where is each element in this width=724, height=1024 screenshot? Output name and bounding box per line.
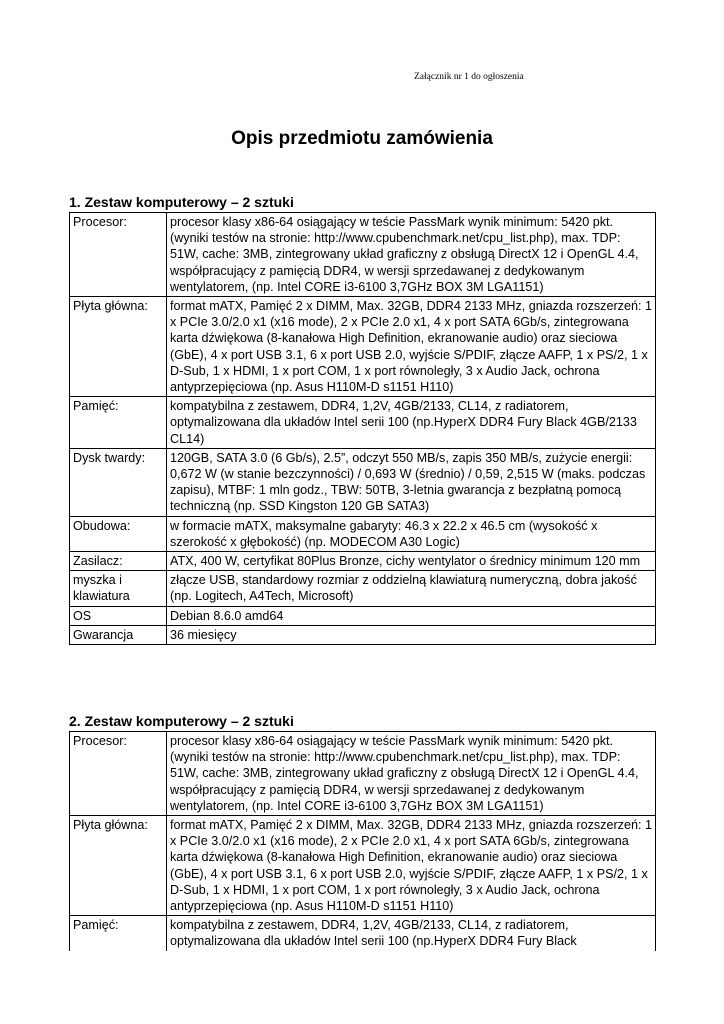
row-label: Zasilacz: <box>70 552 167 571</box>
table-row <box>70 397 656 449</box>
row-value: Debian 8.6.0 amd64 <box>167 606 656 625</box>
row-value: 120GB, SATA 3.0 (6 Gb/s), 2.5”, odczyt 550 MB/s, zapis 350 MB/s, zużycie energii: 0,672 W (w stanie bezczynności) / 0,693 W (średnio) / 0,59, 2,515 W (maks. podczas zapisu), MTBF: 1 mln godz., TBW: 50TB, 3-letnia gwarancja z bezpłatną pomocą techniczną (np. SSD Kingston 120 GB SATA3) <box>167 448 656 516</box>
row-value: procesor klasy x86-64 osiągający w teście PassMark wynik minimum: 5420 pkt. (wyniki testów na stronie: http://www.cpubenchmark.net/cpu_list.php), max. TDP: 51W, cache: 3MB, zintegrowany układ graficzny z obsługą DirectX 12 i OpenGL 4.4, współpracujący z pamięcią DDR4, w wersji sprzedawanej z dedykowanym wentylatorem, (np. Intel CORE i3-6100 3,7GHz BOX 3M LGA1151) <box>167 213 656 297</box>
row-label: Pamięć: <box>70 397 167 449</box>
row-label: Obudowa: <box>70 516 167 551</box>
table-row <box>70 625 656 644</box>
row-value: w formacie mATX, maksymalne gabaryty: 46.3 x 22.2 x 46.5 cm (wysokość x szerokość x głębokość) (np. MODECOM A30 Logic) <box>167 516 656 551</box>
page-title: Opis przedmiotu zamówienia <box>231 128 493 149</box>
section-2 <box>69 712 657 951</box>
table-row <box>70 516 656 551</box>
row-label: Gwarancja <box>70 625 167 644</box>
row-label: Pamięć: <box>70 916 167 951</box>
section-heading-text: . Zestaw komputerowy – 2 sztuki <box>76 713 294 729</box>
table-row <box>70 606 656 625</box>
row-label: myszka i klawiatura <box>70 571 167 606</box>
row-label: Płyta główna: <box>70 816 167 916</box>
table-row <box>70 916 656 951</box>
section-number: 2 <box>69 713 77 729</box>
row-value: format mATX, Pamięć 2 x DIMM, Max. 32GB, DDR4 2133 MHz, gniazda rozszerzeń: 1 x PCIe 3.0/2.0 x1 (x16 mode), 2 x PCIe 2.0 x1, 4 x port SATA 6Gb/s, zintegrowana karta dźwiękowa (8-kanałowa High Definition, ekranowanie audio) oraz sieciowa (GbE), 4 x port USB 3.1, 6 x port USB 2.0, wyjście S/PDIF, złącze AAFP, 1 x PS/2, 1 x D-Sub, 1 x HDMI, 1 x port COM, 1 x port równoległy, 3 x Audio Jack, ochrona antyprzepięciowa (np. Asus H110M-D s1151 H110) <box>167 816 656 916</box>
row-label: Dysk twardy: <box>70 448 167 516</box>
row-label: Procesor: <box>70 213 167 297</box>
spec-table <box>69 731 656 951</box>
row-label: OS <box>70 606 167 625</box>
section-heading <box>69 712 657 730</box>
table-row <box>70 213 656 297</box>
table-row <box>70 552 656 571</box>
table-row <box>70 571 656 606</box>
row-label: Płyta główna: <box>70 297 167 397</box>
table-row <box>70 297 656 397</box>
table-row <box>70 448 656 516</box>
table-row <box>70 732 656 816</box>
row-value: format mATX, Pamięć 2 x DIMM, Max. 32GB, DDR4 2133 MHz, gniazda rozszerzeń: 1 x PCIe 3.0/2.0 x1 (x16 mode), 2 x PCIe 2.0 x1, 4 x port SATA 6Gb/s, zintegrowana karta dźwiękowa (8-kanałowa High Definition, ekranowanie audio) oraz sieciowa (GbE), 4 x port USB 3.1, 6 x port USB 2.0, wyjście S/PDIF, złącze AAFP, 1 x PS/2, 1 x D-Sub, 1 x HDMI, 1 x port COM, 1 x port równoległy, 3 x Audio Jack, ochrona antyprzepięciowa (np. Asus H110M-D s1151 H110) <box>167 297 656 397</box>
row-value: kompatybilna z zestawem, DDR4, 1,2V, 4GB/2133, CL14, z radiatorem, optymalizowana dla układów Intel serii 100 (np.HyperX DDR4 Fury Black <box>167 916 656 951</box>
annex-note: Załącznik nr 1 do ogłoszenia <box>414 72 524 82</box>
row-value: 36 miesięcy <box>167 625 656 644</box>
spec-table <box>69 212 656 645</box>
section-number: 1 <box>69 194 77 210</box>
row-value: procesor klasy x86-64 osiągający w teście PassMark wynik minimum: 5420 pkt. (wyniki testów na stronie: http://www.cpubenchmark.net/cpu_list.php), max. TDP: 51W, cache: 3MB, zintegrowany układ graficzny z obsługą DirectX 12 i OpenGL 4.4, współpracujący z pamięcią DDR4, w wersji sprzedawanej z dedykowanym wentylatorem, (np. Intel CORE i3-6100 3,7GHz BOX 3M LGA1151) <box>167 732 656 816</box>
section-heading <box>69 193 657 211</box>
table-row <box>70 816 656 916</box>
section-heading-text: . Zestaw komputerowy – 2 sztuki <box>76 194 294 210</box>
row-label: Procesor: <box>70 732 167 816</box>
section-1 <box>69 193 657 645</box>
row-value: kompatybilna z zestawem, DDR4, 1,2V, 4GB/2133, CL14, z radiatorem, optymalizowana dla układów Intel serii 100 (np.HyperX DDR4 Fury Black 4GB/2133 CL14) <box>167 397 656 449</box>
row-value: ATX, 400 W, certyfikat 80Plus Bronze, cichy wentylator o średnicy minimum 120 mm <box>167 552 656 571</box>
row-value: złącze USB, standardowy rozmiar z oddzielną klawiaturą numeryczną, dobra jakość (np. Logitech, A4Tech, Microsoft) <box>167 571 656 606</box>
